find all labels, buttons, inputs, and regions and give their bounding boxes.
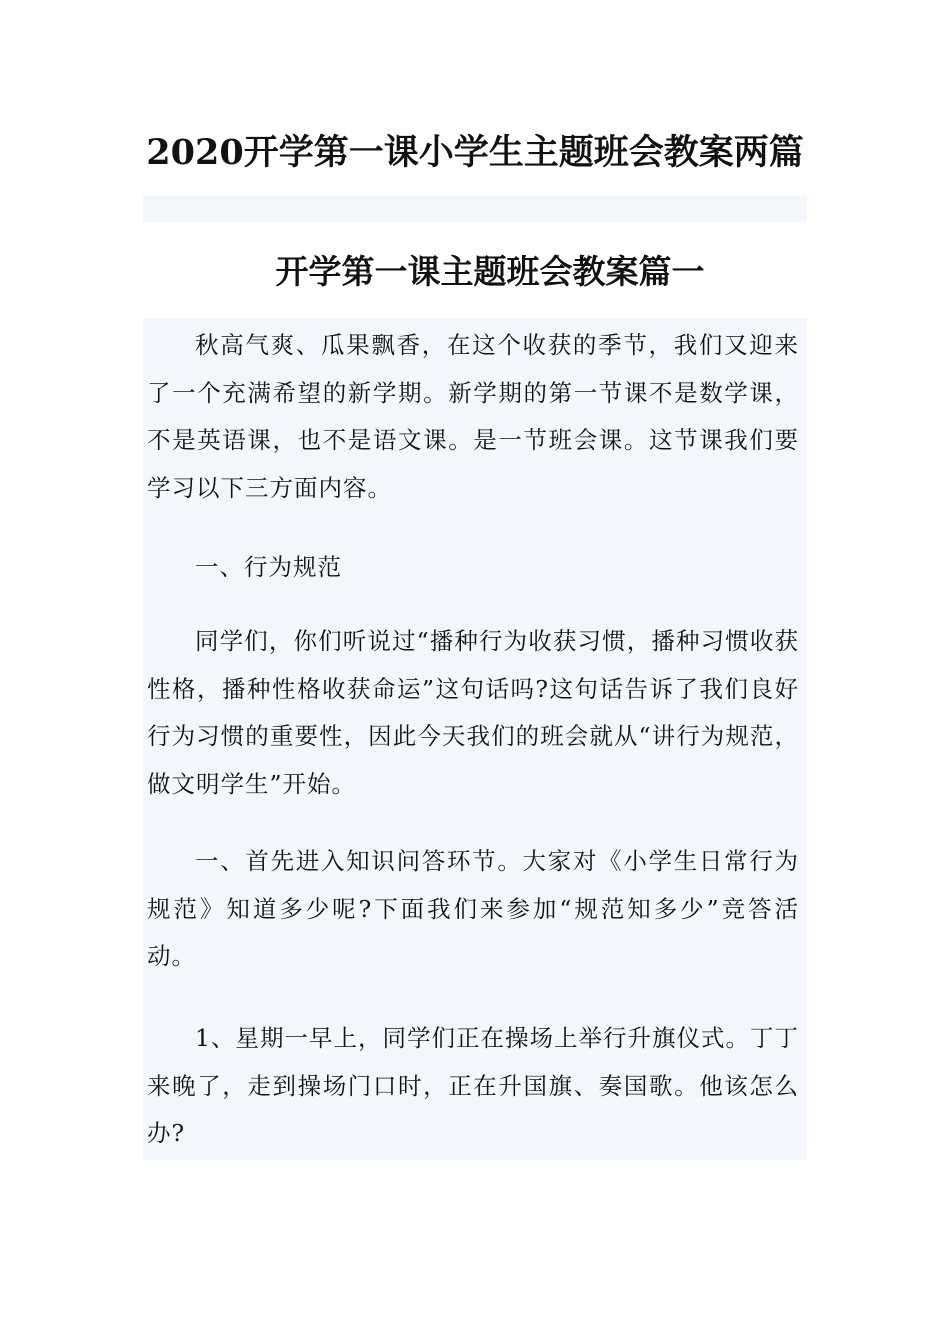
paragraph-heading-behavior: 一、行为规范 xyxy=(195,553,342,581)
title-spacer-band xyxy=(143,196,807,222)
paragraph-intro: 秋高气爽、瓜果飘香，在这个收获的季节，我们又迎来了一个充满希望的新学期。新学期的第一节课不是数学课，不是英语课，也不是语文课。是一节班会课。这节课我们要学习以下三方面内容。 xyxy=(147,331,799,502)
paragraph-question-1: 1、星期一早上，同学们正在操场上举行升旗仪式。丁丁来晚了，走到操场门口时，正在升国旗、奏国歌。他该怎么办? xyxy=(147,1024,799,1147)
section-title: 开学第一课主题班会教案篇一 xyxy=(275,252,705,291)
paragraph-quiz-intro: 一、首先进入知识问答环节。大家对《小学生日常行为规范》知道多少呢?下面我们来参加“规范知多少”竞答活动。 xyxy=(147,847,799,970)
paragraph-behavior-habits: 同学们，你们听说过“播种行为收获习惯，播种习惯收获性格，播种性格收获命运”这句话吗?这句话告诉了我们良好行为习惯的重要性，因此今天我们的班会就从“讲行为规范，做文明学生”开始。 xyxy=(147,627,799,798)
page-title: 2020开学第一课小学生主题班会教案两篇 xyxy=(146,132,804,173)
